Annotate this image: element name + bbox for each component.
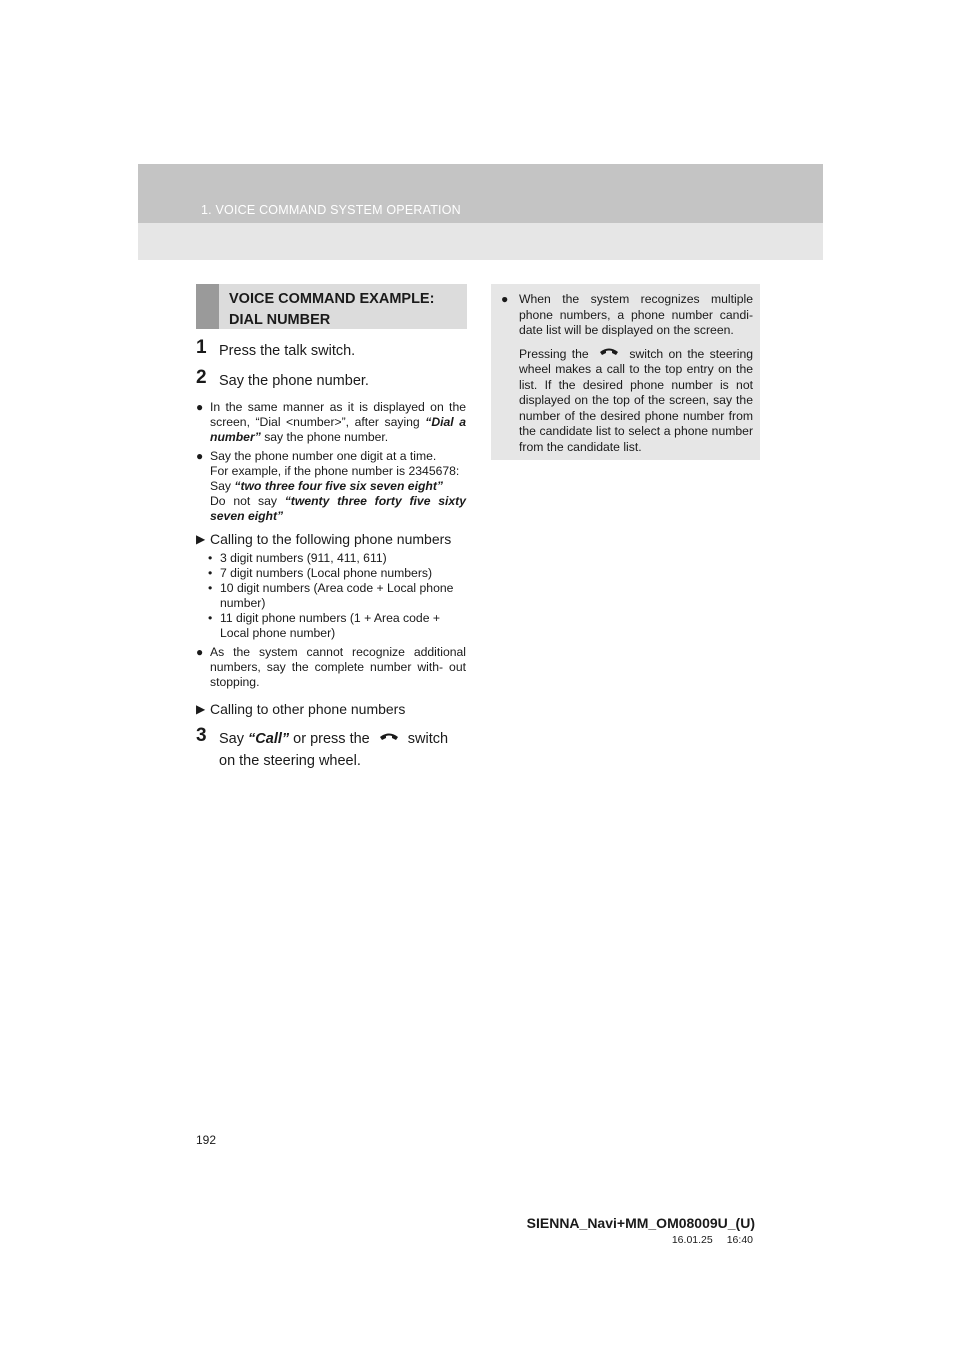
step-1 <box>196 337 466 362</box>
triangle-right-icon: ▶ <box>196 532 206 546</box>
bullet-dot-icon: ● <box>196 645 204 659</box>
bullet-item: ● Say the phone number one digit at a time. For example, if the phone number is 2345678: Say “two three four five six seven eight” Do not say “twenty three forty five sixty seven eight” <box>196 449 466 523</box>
phone-handset-icon <box>598 346 620 360</box>
list-item: • 3 digit numbers (911, 411, 611) <box>208 551 387 565</box>
note-box <box>491 284 760 460</box>
page-header <box>138 164 823 260</box>
step-text: Say the phone number. <box>219 373 369 389</box>
left-column <box>196 337 466 780</box>
bullet-item: ● In the same manner as it is displayed on the screen, “Dial <number>”, after saying “Dial a number” say the phone number. <box>196 400 466 444</box>
header-title: 1. VOICE COMMAND SYSTEM OPERATION <box>201 203 461 217</box>
section-heading-bar <box>196 284 219 329</box>
note-paragraph: Pressing the switch on the steering wheel makes a call to the top entry on the list. If the desired phone number is not displayed on the top of the screen, say the number of the desired phone number from the candidate list to select a phone number from the candidate list. <box>519 346 754 454</box>
triangle-right-icon: ▶ <box>196 702 206 716</box>
step-number: 2 <box>196 367 207 388</box>
bullet-item: ● As the system cannot recognize additional numbers, say the complete number with- out stopping. <box>196 645 466 689</box>
subheading-following-numbers: ▶ Calling to the following phone numbers <box>196 531 452 547</box>
note-content <box>501 292 753 462</box>
header-top-band <box>138 164 823 223</box>
bullet-dot-icon: ● <box>196 400 204 414</box>
doc-date: 16.01.25 <box>671 1234 713 1246</box>
phone-handset-icon <box>378 730 400 744</box>
document-timestamp <box>658 1234 753 1246</box>
list-item: • 11 digit phone numbers (1 + Area code + Local phone number) <box>208 611 440 640</box>
list-item: • 7 digit numbers (Local phone numbers) <box>208 566 433 580</box>
doc-time: 16:40 <box>726 1234 753 1246</box>
note-bullet: ● When the system recognizes multiple phone numbers, a phone number candi- date list will be displayed on the screen. <box>501 292 753 337</box>
step-2 <box>196 367 466 392</box>
section-heading-box <box>196 284 467 329</box>
step-number: 1 <box>196 337 207 358</box>
section-heading-title: VOICE COMMAND EXAMPLE: DIAL NUMBER <box>229 291 435 328</box>
step-number: 3 <box>196 725 207 746</box>
document-id: SIENNA_Navi+MM_OM08009U_(U) <box>526 1215 755 1231</box>
step-text: Press the talk switch. <box>219 343 356 359</box>
subheading-other-numbers: ▶ Calling to other phone numbers <box>196 701 406 717</box>
bullet-dot-icon: ● <box>196 449 204 463</box>
bullet-dot-icon: ● <box>501 292 509 306</box>
list-item: • 10 digit numbers (Area code + Local phone number) <box>208 581 454 610</box>
step-3: 3 Say “Call” or press the switch on the steering wheel. <box>196 725 449 769</box>
page-number: 192 <box>196 1133 217 1147</box>
